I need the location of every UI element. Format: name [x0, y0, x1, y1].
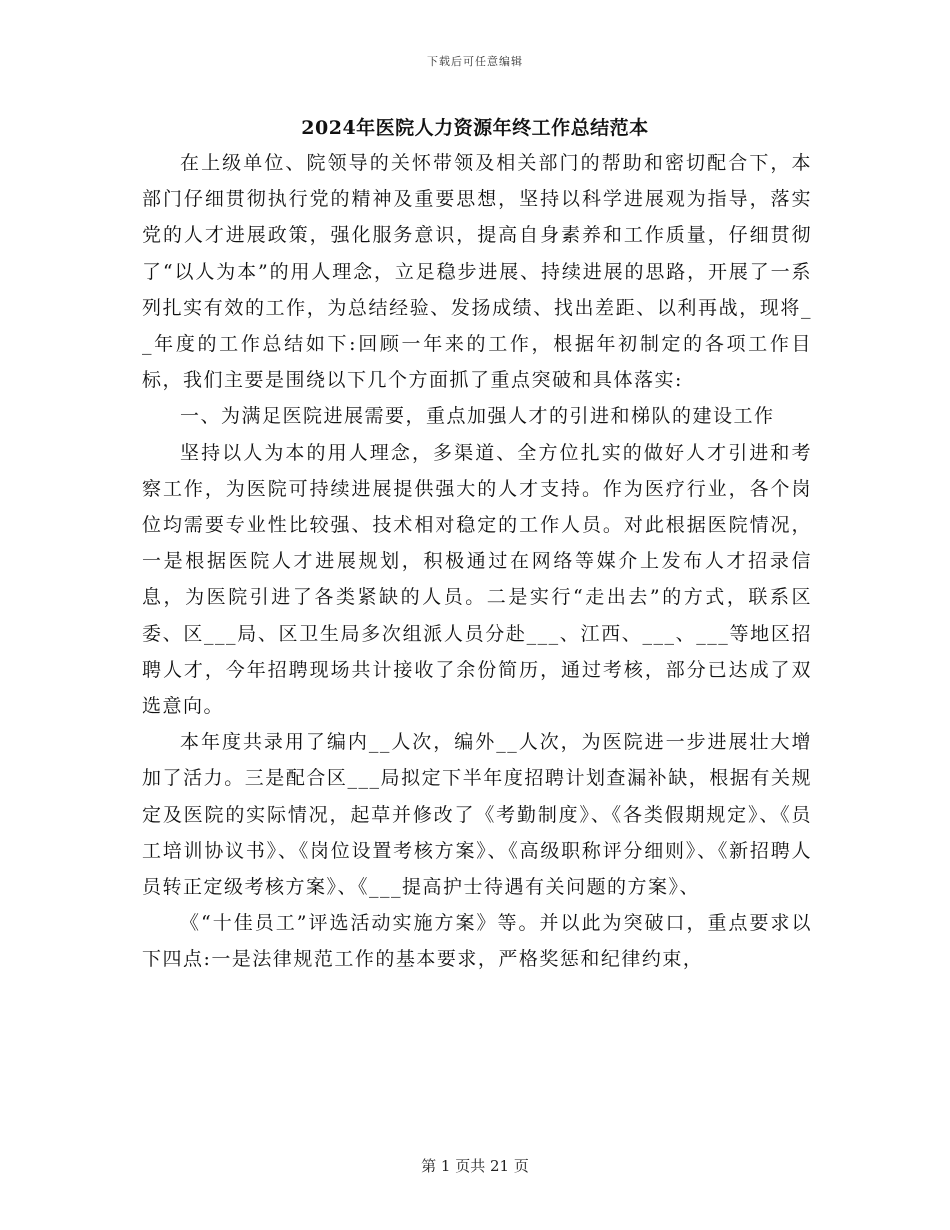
- document-title: 2024年医院人力资源年终工作总结范本: [301, 117, 649, 139]
- header-note: 下载后可任意编辑: [427, 55, 523, 68]
- paragraph-evaluation: 《“十佳员工”评选活动实施方案》等。并以此为突破口，重点要求以下四点:一是法律规范工作的基本要求，严格奖惩和纪律约束，: [142, 912, 812, 971]
- page-number: 第 1 页共 21 页: [421, 1157, 529, 1175]
- document-body: [142, 145, 812, 978]
- paragraph-section-heading: 一、为满足医院进展需要，重点加强人才的引进和梯队的建设工作: [180, 405, 775, 428]
- paragraph-recruitment: 坚持以人为本的用人理念，多渠道、全方位扎实的做好人才引进和考察工作，为医院可持续进展提供强大的人才支持。作为医疗行业，各个岗位均需要专业性比较强、技术相对稳定的工作人员。对此根据医院情况，一是根据医院人才进展规划，积极通过在网络等媒介上发布人才招录信息，为医院引进了各类紧缺的人员。二是实行“走出去”的方式，联系区委、区___局、区卫生局多次组派人员分赴___、江西、___、___等地区招聘人才，今年招聘现场共计接收了余份简历，通过考核，部分已达成了双选意向。: [142, 441, 812, 718]
- paragraph-hiring-summary: 本年度共录用了编内__人次，编外__人次，为医院进一步进展壮大增加了活力。三是配合区___局拟定下半年度招聘计划查漏补缺，根据有关规定及医院的实际情况，起草并修改了《考勤制度》、《各类假期规定》、《员工培训协议书》、《岗位设置考核方案》、《高级职称评分细则》、《新招聘人员转正定级考核方案》、《___提高护士待遇有关问题的方案》、: [142, 731, 812, 899]
- paragraph-intro: 在上级单位、院领导的关怀带领及相关部门的帮助和密切配合下，本部门仔细贯彻执行党的精神及重要思想，坚持以科学进展观为指导，落实党的人才进展政策，强化服务意识，提高自身素养和工作质量，仔细贯彻了“以人为本”的用人理念，立足稳步进展、持续进展的思路，开展了一系列扎实有效的工作，为总结经验、发扬成绩、找出差距、以利再战，现将__年度的工作总结如下:回顾一年来的工作，根据年初制定的各项工作目标，我们主要是围绕以下几个方面抓了重点突破和具体落实:: [142, 152, 812, 392]
